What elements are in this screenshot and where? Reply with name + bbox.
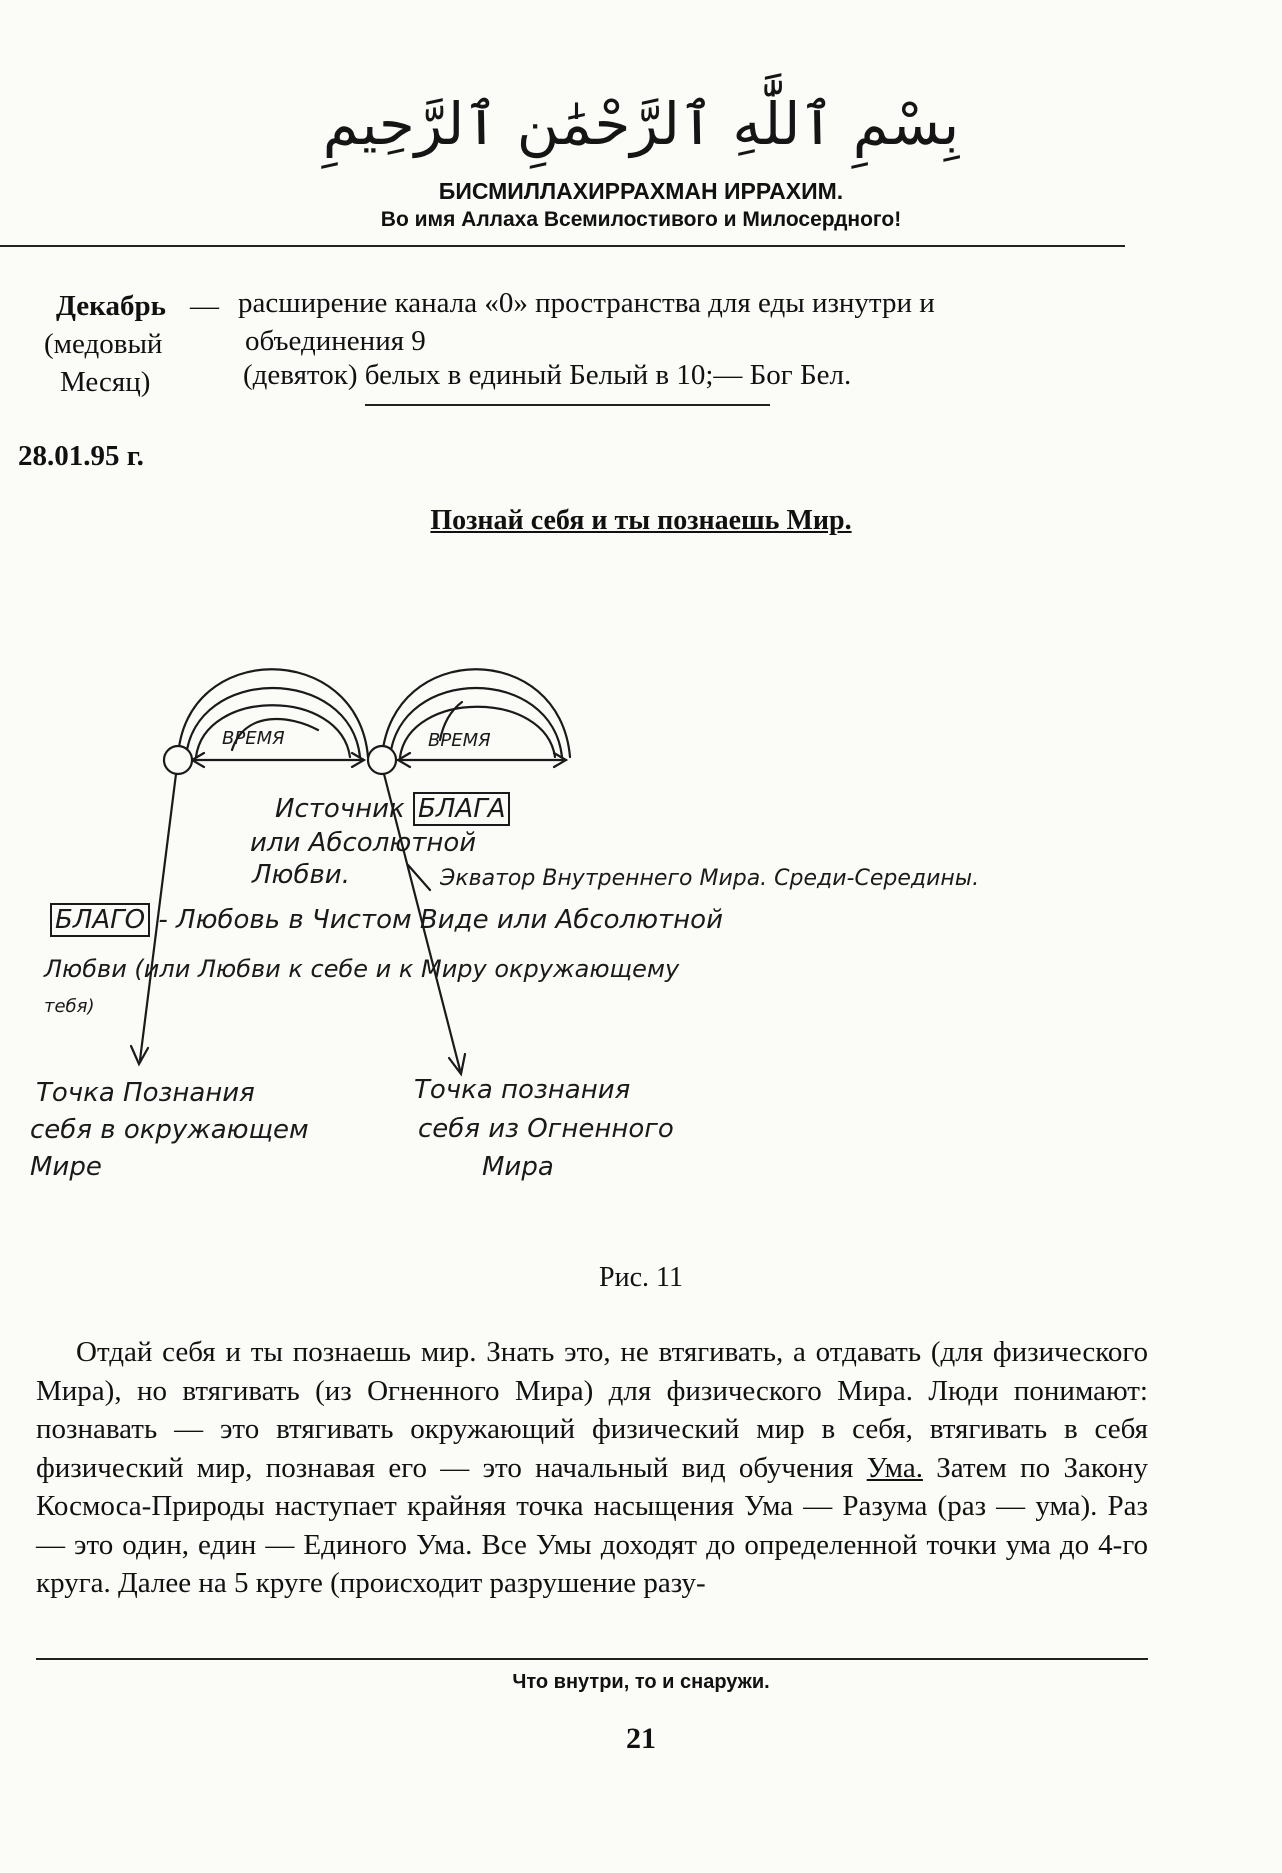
december-line3: (девяток) белых в единый Белый в 10;— Бог Бел. [243, 359, 852, 391]
source-line1 [275, 794, 510, 824]
blaga-box: БЛАГО [50, 903, 150, 937]
section-title: Познай себя и ты познаешь Мир. [430, 505, 852, 536]
circle-right [368, 746, 396, 774]
source-line3: Любви. [252, 860, 350, 890]
blaga-line1 [50, 905, 723, 935]
blaga-text1: - Любовь в Чистом Виде или Абсолютной [158, 905, 723, 935]
december-label [56, 290, 166, 323]
december-label-line2: (медовый [44, 328, 163, 360]
source-line2: или Абсолютной [250, 828, 477, 858]
point-left-line1: Точка Познания [36, 1078, 255, 1108]
blaga-line3: тебя) [44, 996, 95, 1017]
circle-left [164, 746, 192, 774]
point-right-line2: себя из Огненного [418, 1114, 674, 1144]
time-label-left: ВРЕМЯ [222, 728, 285, 749]
body-paragraph [36, 1333, 1148, 1603]
entry-date: 28.01.95 г. [18, 440, 144, 472]
paragraph-before: Отдай себя и ты познаешь мир. Знать это, не втягивать, а отдавать (для физического Мира), но втягивать (из Огненного Мира) для физического Мира. Люди понимают: познавать — это втягивать окружающий физический мир в себя, втягивать в себя физический мир, познавая его — это начальный вид обучения [36, 1336, 1148, 1484]
header-subtitle: Во имя Аллаха Всемилостивого и Милосердного! [380, 208, 902, 231]
december-line1: расширение канала «0» пространства для еды изнутри и [238, 287, 935, 319]
december-underline [365, 404, 770, 406]
blaga-line2: Любви (или Любви к себе и к Миру окружающему [44, 955, 680, 983]
point-left-line2: себя в окружающем [30, 1115, 309, 1145]
header-rule [0, 245, 1125, 247]
december-label-word: Декабрь [56, 290, 166, 322]
figure-caption: Рис. 11 [599, 1262, 683, 1293]
point-left-line3: Мире [30, 1152, 102, 1182]
december-line2: объединения 9 [245, 325, 426, 357]
december-label-line3: Месяц) [60, 366, 151, 398]
source-box: БЛАГА [413, 792, 510, 826]
time-label-right: ВРЕМЯ [428, 730, 491, 751]
point-right-line3: Мира [482, 1152, 554, 1182]
point-right-line1: Точка познания [414, 1075, 631, 1105]
paragraph-after: Затем по Закону Космоса-Природы наступает крайняя точка насыщения Ума — Разума (раз — ума). Раз — это один, един — Единого Ума. Все Умы доходят до определенной точки ума до 4-го круга. Далее на 5 круге (происходит разрушение разу- [36, 1451, 1148, 1599]
source-word: Источник [275, 794, 405, 824]
equator-label: Экватор Внутреннего Мира. Среди-Середины. [440, 866, 980, 891]
december-dash: — [190, 290, 219, 322]
footer-rule [36, 1658, 1148, 1660]
header-title: БИСМИЛЛАХИРРАХМАН ИРРАХИМ. [438, 178, 844, 204]
arabic-calligraphy: بِسْمِ ٱللَّٰهِ ٱلرَّحْمَٰنِ ٱلرَّحِيمِ [322, 90, 960, 158]
footer-motto: Что внутри, то и снаружи. [512, 1671, 770, 1693]
paragraph-underlined: Ума. [866, 1451, 923, 1484]
page-number: 21 [626, 1722, 656, 1755]
